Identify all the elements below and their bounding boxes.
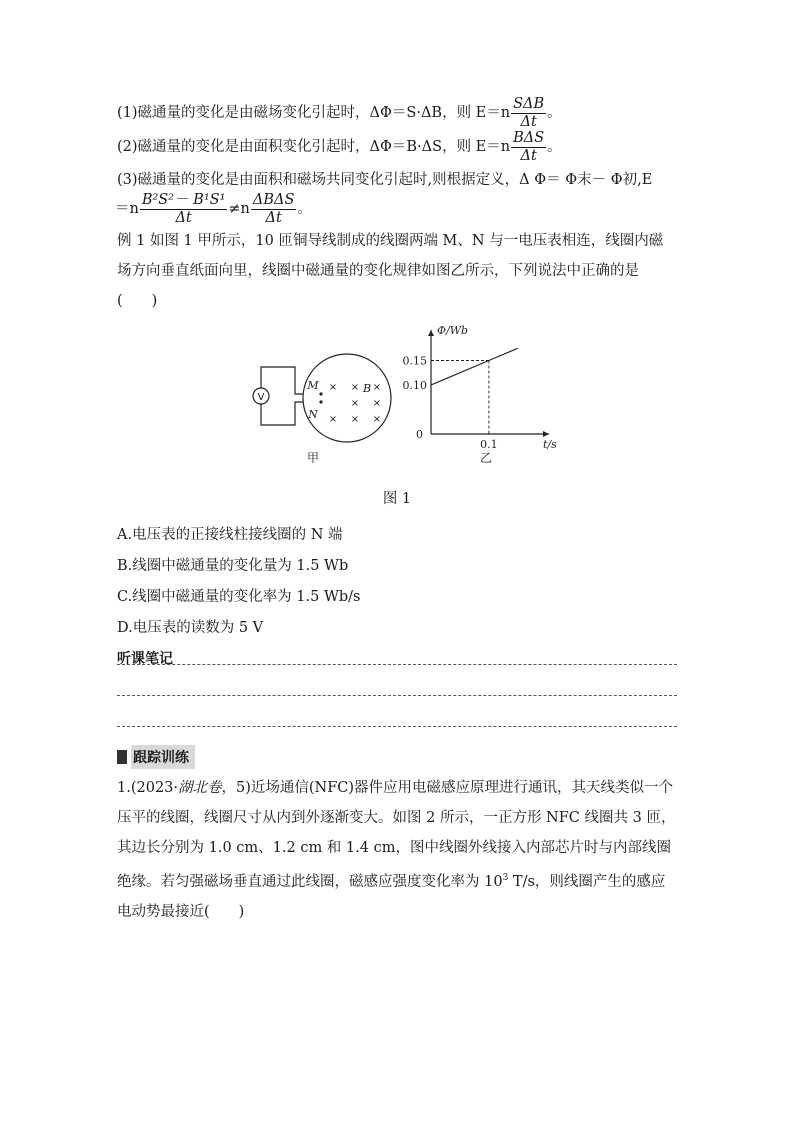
flux-line	[431, 348, 518, 385]
cross-mark: ×	[350, 382, 360, 393]
formula-item-2: (2)磁通量的变化是由面积变化引起时，ΔΦ＝B·ΔS，则 E＝n $\frac{\text{BΔS}}{\Delta t}$ 。	[117, 130, 562, 164]
section-header	[117, 745, 677, 769]
question-source: 湖北卷	[178, 780, 222, 796]
option-a[interactable]: A.电压表的正接线柱接线圈的 N 端	[117, 527, 343, 543]
label-m: M	[307, 379, 319, 392]
figure-left-label: 甲	[306, 451, 320, 465]
voltmeter-label: V	[257, 392, 265, 403]
cross-mark: ×	[372, 398, 382, 409]
y-tick-label: 0.15	[402, 354, 427, 368]
figure-1	[117, 322, 677, 482]
figure-caption: 图 1	[382, 491, 412, 507]
options-list	[117, 520, 677, 644]
y-axis-arrow	[428, 330, 434, 336]
cross-mark: ×	[350, 398, 360, 409]
circuit-diagram	[117, 322, 677, 482]
flux-chart	[403, 324, 558, 451]
example-1-text: 例 1 如图 1 甲所示，10 匝铜导线制成的线圈两端 M、N 与一电压表相连，线圈内磁场方向垂直纸面向里，线圈中磁通量的变化规律如图乙所示，下列说法中正确的是( )	[117, 233, 664, 309]
cross-mark: ×	[328, 414, 338, 425]
cross-mark: ×	[328, 382, 338, 393]
fraction: $\frac{\text{ΔBΔS}}{\Delta t}$	[252, 192, 295, 226]
section-bar-icon	[117, 750, 127, 764]
section-title: 跟踪训练	[131, 745, 195, 769]
cross-mark: ×	[372, 382, 382, 393]
notes-title: 听课笔记	[117, 651, 173, 667]
formula-item-3: (3)磁通量的变化是由面积和磁场共同变化引起时,则根据定义，Δ Φ＝ Φ末－ Φ初,E	[117, 172, 653, 188]
x-axis-arrow	[543, 431, 549, 437]
option-c[interactable]: C.线圈中磁通量的变化率为 1.5 Wb/s	[117, 589, 361, 605]
y-axis-label: Φ/Wb	[437, 324, 469, 337]
formula-item-1: (1)磁通量的变化是由磁场变化引起时，ΔΦ＝S·ΔB，则 E＝n $\frac{\text{SΔB}}{\Delta t}$ 。	[117, 96, 562, 130]
notes-line-3[interactable]	[117, 726, 677, 727]
label-b: B	[362, 382, 372, 395]
notes-line-2[interactable]	[117, 695, 677, 696]
origin-label: 0	[416, 428, 423, 441]
figure-right-label: 乙	[479, 451, 493, 465]
label-n: N	[308, 408, 318, 421]
document-page	[117, 96, 677, 927]
notes-line-1[interactable]	[117, 664, 677, 665]
y-tick-label: 0.10	[402, 379, 427, 392]
cross-mark: ×	[372, 414, 382, 425]
terminal-n	[319, 400, 322, 403]
x-axis-label: t/s	[543, 438, 557, 451]
terminal-m	[319, 392, 322, 395]
cross-mark: ×	[350, 414, 360, 425]
fraction: $\frac{\text{BΔS}}{\Delta t}$	[513, 130, 545, 164]
option-d[interactable]: D.电压表的读数为 5 V	[117, 620, 264, 636]
fraction: $\frac{\text{B²S²－ B¹S¹}}{\Delta t}$	[141, 192, 226, 226]
question-1-text: 1.(2023·湖北卷，5)近场通信(NFC)器件应用电磁感应原理进行通讯，其天线类似一个压平的线圈，线圈尺寸从内到外逐渐变大。如图 2 所示，一正方形 NFC 线圈共 3 匝，其边长分别为 1.0 cm、1.2 cm 和 1.4 cm，图中线圈外线接入内部芯片时与内部线圈绝缘。若匀强磁场垂直通过此线圈，磁感应强度变化率为 $10^3$ T/s，则线圈产生的感应电动势最接近( )	[117, 780, 676, 920]
fraction: $\frac{\text{SΔB}}{\Delta t}$	[513, 96, 545, 130]
x-tick-label: 0.1	[480, 438, 498, 451]
formula-item-3-eq: ＝n $\frac{\text{B²S²－ B¹S¹}}{\Delta t}$ ≠n $\frac{\text{ΔBΔS}}{\Delta t}$ 。	[115, 192, 312, 226]
option-b[interactable]: B.线圈中磁通量的变化量为 1.5 Wb	[117, 558, 349, 574]
